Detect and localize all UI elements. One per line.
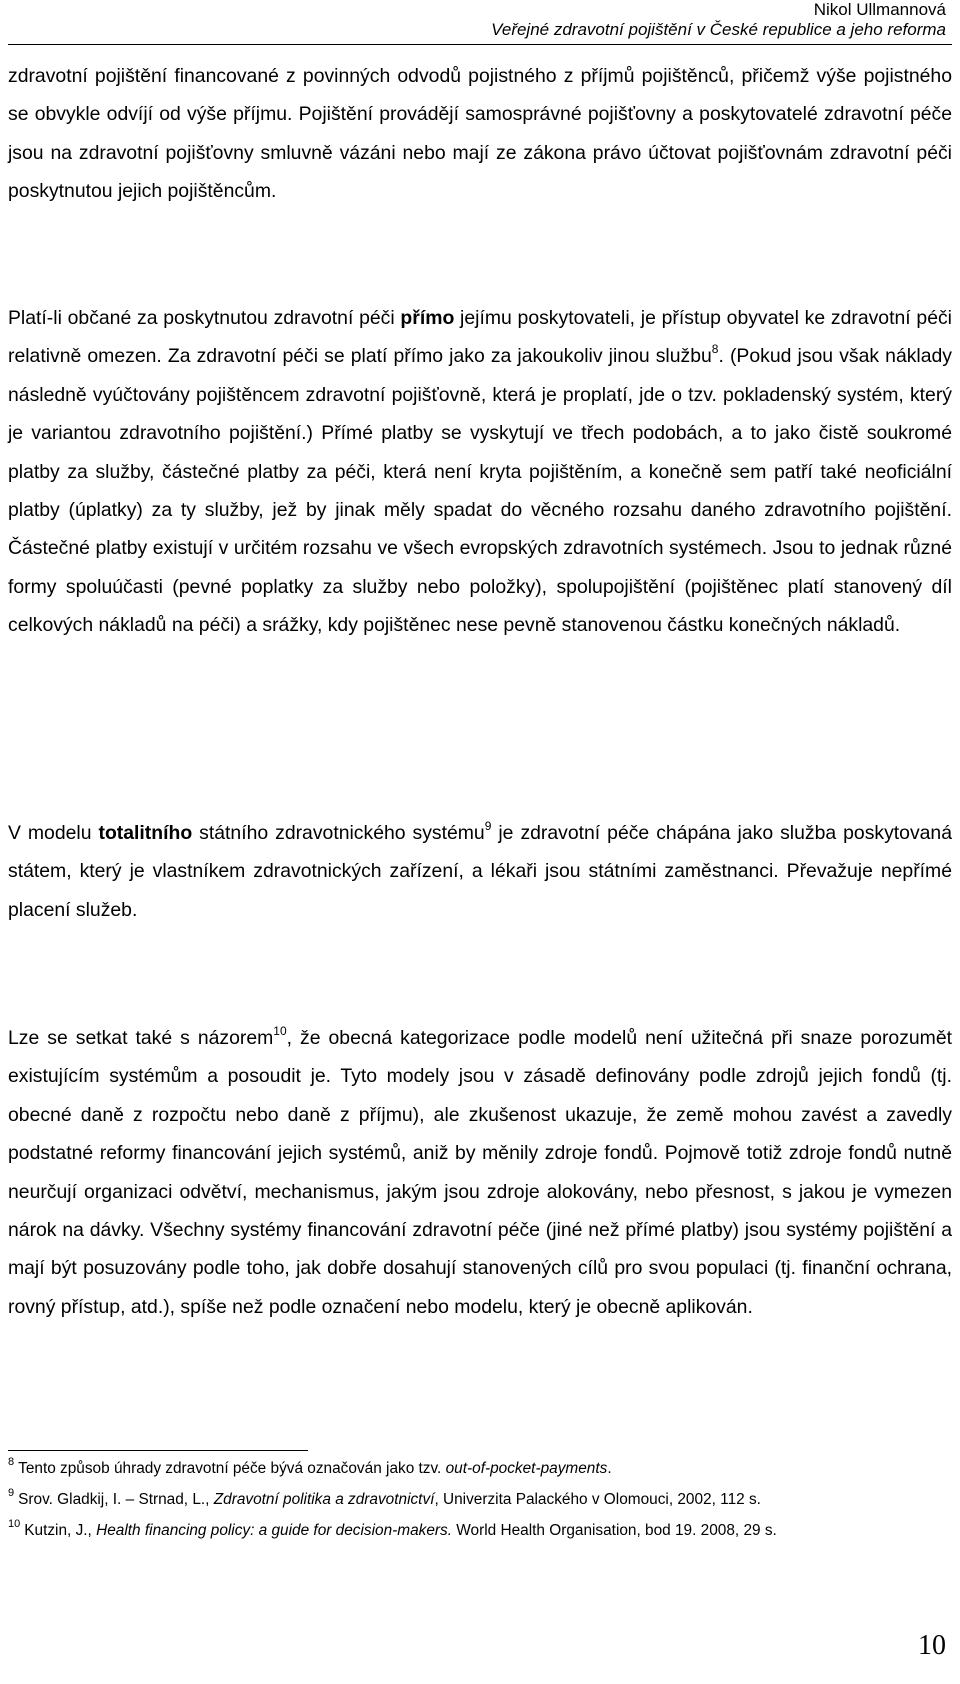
footnote-text: Kutzin, J.,	[24, 1522, 97, 1539]
footnote-9	[8, 1487, 952, 1509]
footnotes	[8, 1456, 952, 1552]
footnote-separator	[8, 1450, 308, 1451]
paragraph-3-part-a: V modelu	[8, 822, 99, 844]
paragraph-2-part-b: jejímu poskytovateli, je přístup obyvatel ke zdravotní péči relativně omezen. Za zdravotní péči se platí přímo jako za jakoukoliv jinou službu	[8, 307, 952, 368]
running-header	[491, 0, 946, 40]
paragraph-3-part-c: je zdravotní péče chápána jako služba poskytovaná státem, který je vlastníkem zdravotnických zařízení, a lékaři jsou státními zaměstnanci. Převažuje nepřímé placení služeb.	[8, 822, 952, 921]
paragraph-3-part-b: státního zdravotnického systému	[192, 822, 485, 844]
paragraph-1	[8, 57, 952, 211]
footnote-tail: , Univerzita Palackého v Olomouci, 2002, 112 s.	[434, 1491, 761, 1508]
paragraph-4-part-b: , že obecná kategorizace podle modelů není užitečná při snaze porozumět existujícím systémům a posoudit je. Tyto modely jsou v zásadě definovány podle zdrojů jejich fondů (tj. obecné daně z rozpočtu nebo daně z příjmu), ale zkušenost ukazuje, že země mohou zavést a zavedly podstatné reformy financování jejich systémů, aniž by měnily zdroje fondů. Pojmově totiž zdroje fondů nutně neurčují organizaci odvětví, mechanismus, jakým jsou zdroje alokovány, nebo přesnost, s jakou je vymezen nárok na dávky. Všechny systémy financování zdravotní péče (jiné než přímé platby) jsou systémy pojištění a mají být posuzovány podle toho, jak dobře dosahují stanovených cílů pro svou populaci (tj. finanční ochrana, rovný přístup, atd.), spíše než podle označení nebo modelu, který je obecně aplikován.	[8, 1027, 952, 1318]
footnote-number: 9	[8, 1487, 15, 1499]
footnote-number: 8	[8, 1456, 15, 1468]
footnote-number: 10	[8, 1518, 21, 1530]
footnote-tail: World Health Organisation, bod 19. 2008, 29 s.	[452, 1522, 777, 1539]
footnote-tail: .	[607, 1460, 612, 1477]
paragraph-2-bold: přímo	[400, 307, 455, 329]
paragraph-4-part-a: Lze se setkat také s názorem	[8, 1027, 274, 1049]
footnote-text: Tento způsob úhrady zdravotní péče bývá označován jako tzv.	[18, 1460, 446, 1477]
paragraph-3	[8, 814, 952, 929]
paragraph-1-text: zdravotní pojištění financované z povinných odvodů pojistného z příjmů pojištěnců, přičemž výše pojistného se obvykle odvíjí od výše příjmu. Pojištění provádějí samosprávné pojišťovny a poskytovatelé zdravotní péče jsou na zdravotní pojišťovny smluvně vázáni nebo mají ze zákona právo účtovat pojišťovnám zdravotní péči poskytnutou jejich pojištěncům.	[8, 65, 952, 203]
footnote-8	[8, 1456, 952, 1478]
header-author: Nikol Ullmannová	[813, 0, 946, 19]
paragraph-2	[8, 299, 952, 645]
paragraph-2-part-c: . (Pokud jsou však náklady následně vyúčtovány pojištěncem zdravotní pojišťovně, která je proplatí, jde o tzv. pokladenský systém, který je variantou zdravotního pojištění.) Přímé platby se vyskytují ve třech podobách, a to jako čistě soukromé platby za služby, částečné platby za péči, která není kryta pojištěním, a konečně sem patří také neoficiální platby (úplatky) za ty služby, jež by jinak měly spadat do věcného rozsahu daného zdravotního pojištění. Částečné platby existují v určitém rozsahu ve všech evropských zdravotních systémech. Jsou to jednak různé formy spoluúčasti (pevné poplatky za služby nebo položky), spolupojištění (pojištěnec platí stanovený díl celkových nákladů na péči) a srážky, kdy pojištěnec nese pevně stanovenou částku konečných nákladů.	[8, 345, 953, 637]
paragraph-4	[8, 1019, 952, 1326]
footnote-ref-8[interactable]: 8	[711, 342, 719, 357]
header-rule	[8, 44, 952, 45]
footnote-10	[8, 1518, 952, 1540]
footnote-italic: out-of-pocket-payments	[445, 1460, 608, 1477]
page-number: 10	[918, 1630, 946, 1661]
footnote-italic: Zdravotní politika a zdravotnictví	[213, 1491, 435, 1508]
footnote-ref-10[interactable]: 10	[273, 1024, 287, 1038]
footnote-italic: Health financing policy: a guide for decision-makers.	[96, 1522, 452, 1539]
paragraph-3-bold: totalitního	[98, 822, 193, 844]
footnote-ref-9[interactable]: 9	[484, 819, 492, 833]
header-subtitle: Veřejné zdravotní pojištění v České republice a jeho reforma	[491, 20, 946, 39]
footnote-text: Srov. Gladkij, I. – Strnad, L.,	[18, 1491, 214, 1508]
paragraph-2-part-a: Platí-li občané za poskytnutou zdravotní péči	[8, 307, 401, 329]
